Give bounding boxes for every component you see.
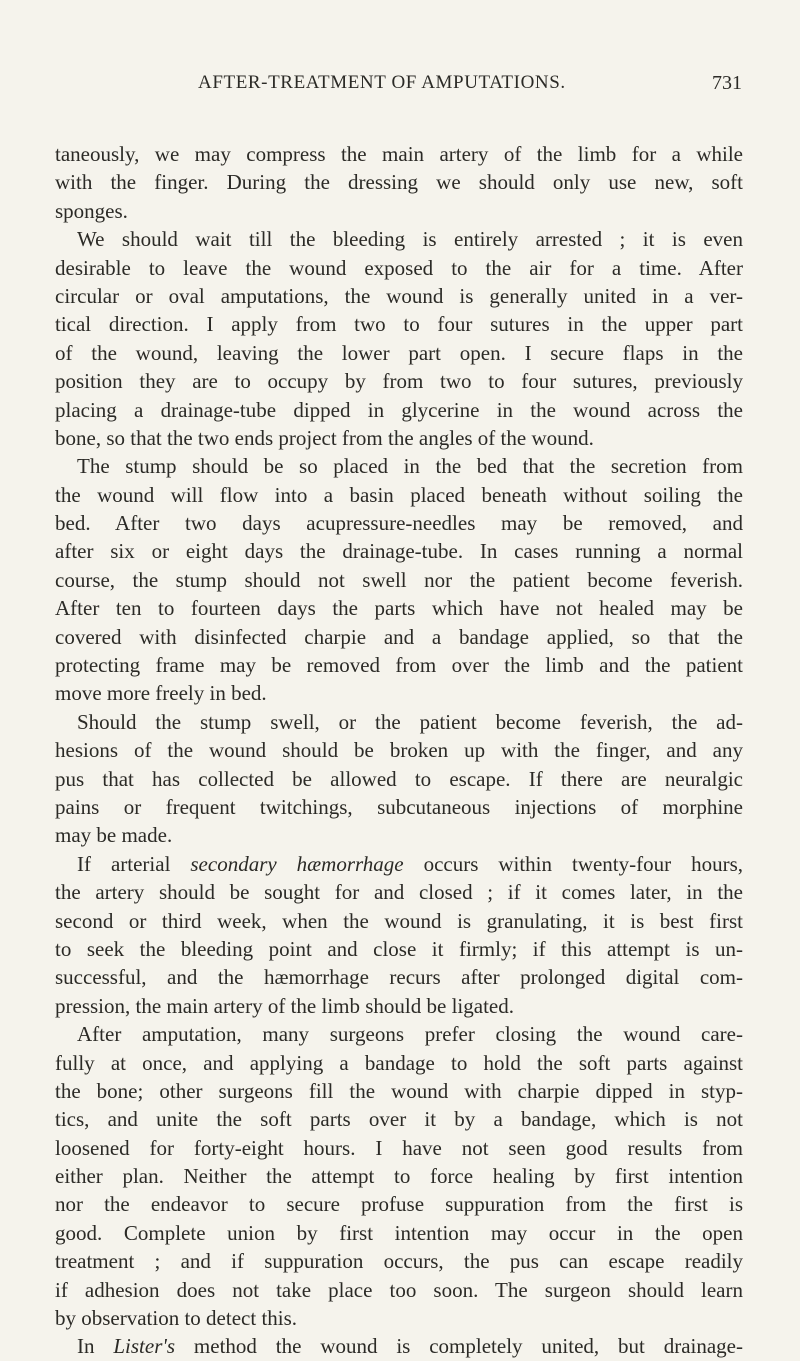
text-line: second or third week, when the wound is granulating, it is best first [55, 908, 743, 933]
italic-term: secondary hæmorrhage [190, 851, 404, 876]
text-line: Should the stump swell, or the patient become feverish, the ad- [77, 709, 743, 734]
text-line: may be made. [55, 823, 173, 848]
text-line: loosened for forty-eight hours. I have not seen good results from [55, 1135, 743, 1160]
body-text [55, 140, 743, 1361]
page-number: 731 [712, 72, 742, 94]
text-line: successful, and the hæmorrhage recurs after prolonged digital com- [55, 965, 743, 990]
text-line: nor the endeavor to secure profuse suppuration from the first is [55, 1192, 743, 1217]
text-line: circular or oval amputations, the wound is generally united in a ver- [55, 283, 743, 308]
text-line: pains or frequent twitchings, subcutaneous injections of morphine [55, 794, 743, 819]
text-line: the bone; other surgeons fill the wound with charpie dipped in styp- [55, 1078, 743, 1103]
text-line: treatment ; and if suppuration occurs, the pus can escape readily [55, 1249, 743, 1274]
text-segment: In [77, 1334, 114, 1359]
text-segment: method the wound is completely united, but drainage- [175, 1334, 743, 1359]
text-line: After amputation, many surgeons prefer closing the wound care- [77, 1022, 743, 1047]
text-line: bone, so that the two ends project from the angles of the wound. [55, 425, 594, 450]
page-header [0, 72, 800, 102]
text-line: bed. After two days acupressure-needles may be removed, and [55, 511, 743, 536]
text-line: desirable to leave the wound exposed to the air for a time. After [55, 255, 743, 280]
text-line: pression, the main artery of the limb should be ligated. [55, 993, 514, 1018]
text-line: course, the stump should not swell nor the patient become feverish. [55, 567, 743, 592]
text-line [55, 850, 743, 878]
text-line: of the wound, leaving the lower part open. I secure flaps in the [55, 340, 743, 365]
text-line: hesions of the wound should be broken up with the finger, and any [55, 738, 743, 763]
text-line: the artery should be sought for and closed ; if it comes later, in the [55, 880, 743, 905]
text-line: covered with disinfected charpie and a bandage applied, so that the [55, 624, 743, 649]
text-line: the wound will flow into a basin placed beneath without soiling the [55, 482, 743, 507]
text-line: pus that has collected be allowed to escape. If there are neuralgic [55, 766, 743, 791]
text-line: fully at once, and applying a bandage to hold the soft parts against [55, 1050, 743, 1075]
text-line: good. Complete union by first intention may occur in the open [55, 1220, 743, 1245]
text-line: After ten to fourteen days the parts which have not healed may be [55, 596, 743, 621]
text-line: by observation to detect this. [55, 1306, 298, 1331]
text-segment: If arterial [77, 851, 191, 876]
text-line: protecting frame may be removed from over the limb and the patient [55, 653, 743, 678]
text-line: either plan. Neither the attempt to force healing by first intention [55, 1164, 743, 1189]
text-line: taneously, we may compress the main artery of the limb for a while [55, 142, 743, 166]
italic-term: Lister's [113, 1334, 176, 1359]
text-line: position they are to occupy by from two to four sutures, previously [55, 369, 743, 394]
text-line: if adhesion does not take place too soon. The surgeon should learn [55, 1277, 743, 1302]
text-line: with the finger. During the dressing we should only use new, soft [55, 170, 743, 195]
text-line: tical direction. I apply from two to four sutures in the upper part [55, 312, 743, 337]
text-line: placing a drainage-tube dipped in glycerine in the wound across the [55, 397, 743, 422]
text-line: after six or eight days the drainage-tube. In cases running a normal [55, 539, 743, 564]
text-line: We should wait till the bleeding is entirely arrested ; it is even [77, 227, 743, 252]
text-line: to seek the bleeding point and close it firmly; if this attempt is un- [55, 936, 743, 961]
running-head: AFTER-TREATMENT OF AMPUTATIONS. [198, 72, 566, 93]
text-segment: occurs within twenty-four hours, [403, 851, 743, 876]
text-line: move more freely in bed. [55, 681, 267, 706]
text-line: tics, and unite the soft parts over it by a bandage, which is not [55, 1107, 743, 1132]
text-line: sponges. [55, 198, 128, 223]
text-line: The stump should be so placed in the bed that the secretion from [77, 454, 743, 479]
text-line [55, 1332, 743, 1360]
